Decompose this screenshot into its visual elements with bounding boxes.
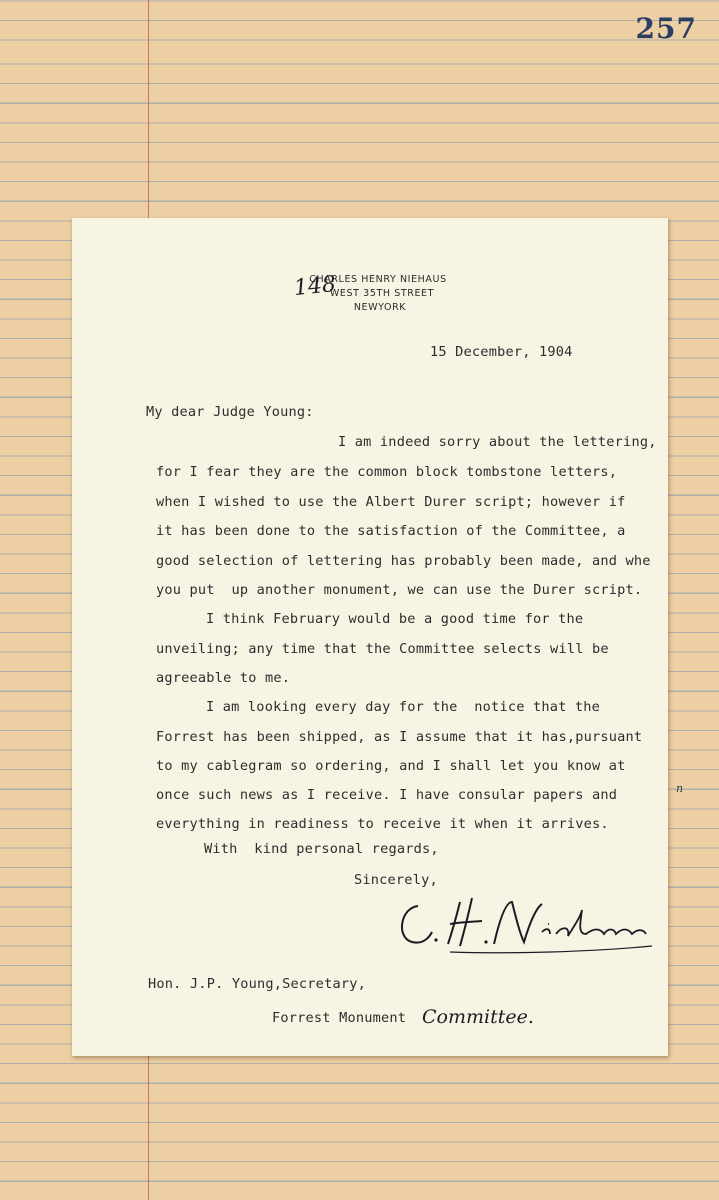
handwritten-annotation: n	[676, 782, 684, 795]
letter-date: 15 December, 1904	[430, 344, 573, 360]
signature-text: C. H. Niehaus	[530, 956, 536, 957]
body-line: it has been done to the satisfaction of the Committee, a	[156, 523, 626, 539]
handwritten-address-number: 148	[292, 271, 338, 302]
body-line: unveiling; any time that the Committee selects will be	[156, 641, 609, 657]
letterhead-street: WEST 35TH STREET	[329, 288, 435, 299]
salutation: My dear Judge Young:	[146, 404, 314, 420]
addressee-line-1: Hon. J.P. Young,Secretary,	[148, 976, 366, 992]
body-line: With kind personal regards,	[204, 841, 439, 857]
body-line: agreeable to me.	[156, 670, 291, 686]
addressee-line-2: Forrest Monument	[272, 1010, 407, 1026]
letterhead-city: NEWYORK	[353, 302, 407, 313]
body-line: I am looking every day for the notice that the	[206, 699, 601, 715]
closing: Sincerely,	[354, 872, 438, 888]
letter-sheet	[72, 218, 684, 1056]
letterhead-name: CHARLES HENRY NIEHAUS	[309, 274, 447, 285]
body-line: you put up another monument, we can use the Durer script.	[156, 582, 643, 598]
signature	[390, 888, 670, 958]
body-line: to my cablegram so ordering, and I shall let you know at	[156, 758, 626, 774]
page-number: 257	[635, 12, 697, 45]
body-line: once such news as I receive. I have consular papers and	[156, 787, 618, 803]
body-line: when I wished to use the Albert Durer script; however if	[156, 494, 626, 510]
body-line: Forrest has been shipped, as I assume that it has,pursuant	[156, 729, 643, 745]
body-line: I think February would be a good time for the	[206, 611, 584, 627]
body-line: for I fear they are the common block tombstone letters,	[156, 464, 618, 480]
body-line: everything in readiness to receive it when it arrives.	[156, 816, 609, 832]
body-line: good selection of lettering has probably been made, and whe	[156, 553, 651, 569]
body-line: I am indeed sorry about the lettering,	[338, 434, 657, 450]
addressee-handwritten: Committee.	[422, 1006, 534, 1028]
